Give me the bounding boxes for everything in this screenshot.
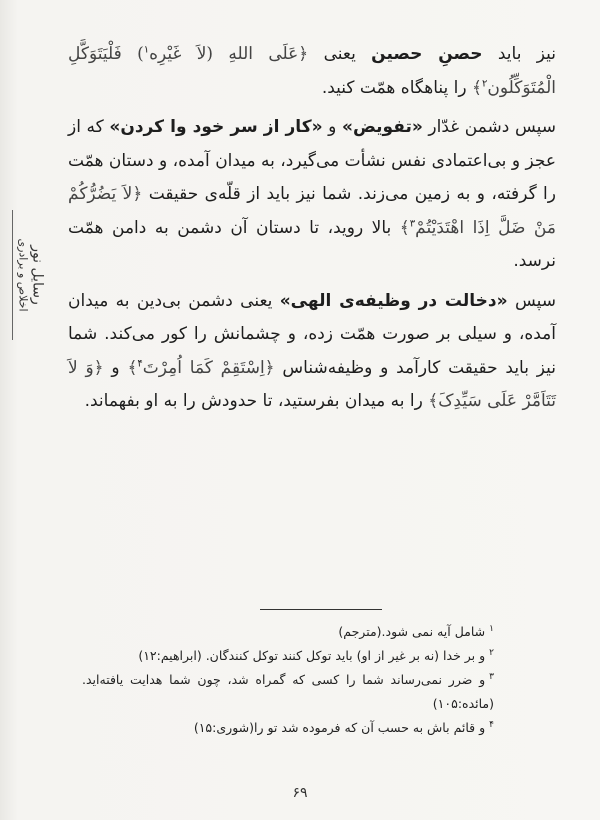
paragraph <box>68 111 556 279</box>
footnote-text: شامل آیه نمی شود.(مترجم) <box>338 624 486 639</box>
quran-quote: ﴿لاَ یَضُرُّکُمْ مَنْ ضَلَّ اِذَا اهْتَدَیْتُمْ <box>68 184 556 238</box>
text-run: را پناهگاه همّت کنید. <box>321 77 473 98</box>
text-run: که از عجز و بی‌اعتمادی نفس نشأت می‌گیرد، به میدان آمده، و دستان همّت را گرفته، و به زمین می‌زند. شما نیز باید از قلّه‌ی حقیقت <box>68 117 556 204</box>
page-number: ۶۹ <box>292 785 308 801</box>
quran-quote: ﴿اِسْتَقِمْ کَمَا اُمِرْتَ <box>142 357 275 378</box>
paragraph <box>68 38 556 105</box>
text-run: سپس دشمن غدّار <box>422 117 557 137</box>
bold-term: حصنِ حصین <box>371 44 483 64</box>
footnote-text: و قائم باش به حسب آن که فرموده شد تو را(شوری:۱۵) <box>193 720 486 735</box>
footnote <box>82 716 494 740</box>
text-run: را به میدان بفرستید، تا حدودش را به او بفهماند. <box>84 391 429 411</box>
footnote-number: ۱ <box>489 623 494 634</box>
footnote-ref: ۲ <box>481 77 488 89</box>
side-title-tab <box>12 210 49 340</box>
footnote-number: ۴ <box>489 719 494 730</box>
footnote-divider <box>260 609 382 610</box>
footnote-text: و بر خدا (نه بر غیر از او) باید توکل کنند توکل کنندگان. (ابراهیم:۱۲) <box>138 648 486 663</box>
footnote <box>82 620 494 644</box>
paragraph <box>68 285 556 419</box>
footnote-number: ۲ <box>489 647 494 658</box>
footnote-number: ۳ <box>489 671 494 682</box>
footnote-text: و ضرر نمی‌رساند شما را کسی که گمراه شد، چون شما هدایت یافته‌اید.(مائده:۱۰۵) <box>82 672 494 711</box>
footnote-ref: ۳ <box>409 217 416 229</box>
bold-term: «کار از سر خود وا کردن» <box>109 117 323 137</box>
quran-quote: ﴿وَ لاَ تَتَاَمَّرْ عَلَی سَیِّدِکَ﴾ <box>68 357 556 411</box>
quran-quote: ﴾ <box>472 77 482 98</box>
main-text <box>68 38 556 419</box>
text-run: بالا روید، تا دستان آن دشمن به دامن همّت نرسد. <box>68 217 556 271</box>
footnote-ref: ۴ <box>137 357 143 369</box>
footnote <box>82 668 494 716</box>
book-title: رسایل نور <box>30 245 46 305</box>
footnote-ref: ۱ <box>143 44 150 56</box>
text-run: و <box>103 357 128 378</box>
text-run: سپس <box>507 290 556 311</box>
book-subtitle: اخلاص و برادری <box>17 238 30 312</box>
bold-term: «تفویض» <box>342 117 423 137</box>
text-run: نیز باید <box>482 44 556 64</box>
text-run: یعنی <box>308 44 372 64</box>
text-run: و <box>322 117 342 137</box>
footnotes <box>82 620 494 740</box>
quran-quote: ) فَلْیَتَوَکَّلِ الْمُتَوَکِّلُون <box>68 44 556 98</box>
quran-quote: ﴿عَلَی اللهِ (لاَ غَیْرِه <box>149 44 309 64</box>
text-run: یعنی دشمن بی‌دین به میدان آمده، و سیلی بر صورت همّت زده، و چشمانش را کور می‌کند. شما نیز باید حقیقت کارآمد و وظیفه‌شناس <box>68 290 556 378</box>
bold-term: «دخالت در وظیفه‌ی الهی» <box>279 290 508 311</box>
footnote <box>82 644 494 668</box>
quran-quote: ﴾ <box>399 217 410 238</box>
quran-quote: ﴾ <box>127 357 138 378</box>
side-title-text <box>16 238 46 311</box>
